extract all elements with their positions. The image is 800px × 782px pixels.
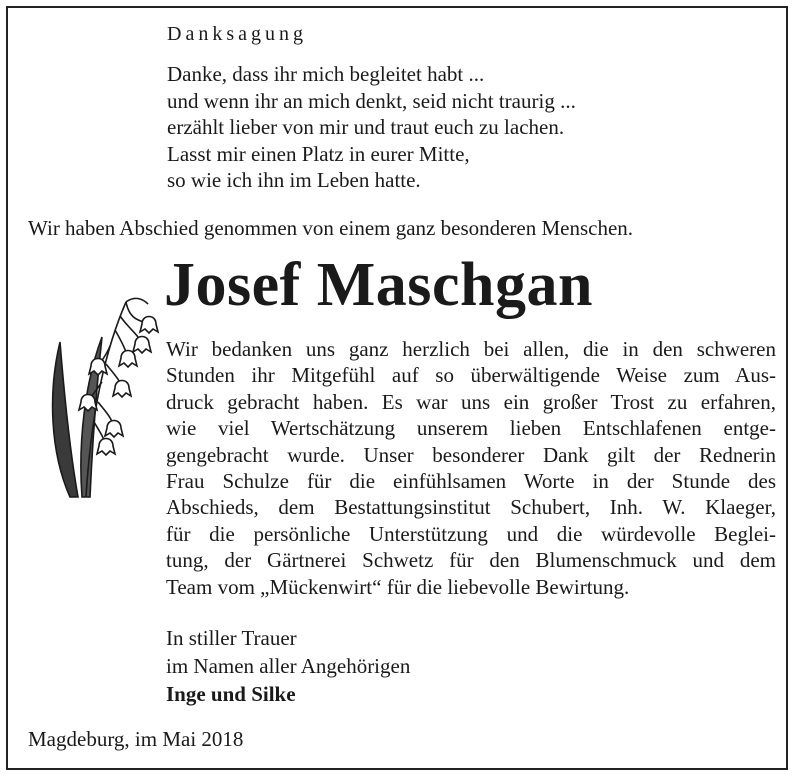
body-line: wie viel Wertschätzung unserem lieben Entschlafenen entge- [166,416,776,441]
lily-of-the-valley-icon [30,282,170,507]
poem-line: Danke, dass ihr mich begleitet habt ... [167,62,485,86]
body-line: Stunden ihr Mitgefühl auf so überwältigende Weise zum Aus- [166,363,776,388]
signoff-line: im Namen aller Angehörigen [166,654,411,678]
body-line: Frau Schulze für die einfühlsamen Worte in der Stunde des [166,469,776,494]
body-line: druck gebracht haben. Es war uns ein großer Trost zu erfahren, [166,389,776,414]
notice-heading: Danksagung [167,23,307,45]
body-line: gengebracht wurde. Unser besonderer Dank gilt der Rednerin [166,442,776,467]
place-date-line: Magdeburg, im Mai 2018 [28,727,244,751]
body-line: für die persönliche Unterstützung und die würdevolle Beglei- [166,521,776,546]
poem-line: so wie ich ihn im Leben hatte. [167,168,421,192]
signoff-block [166,624,410,708]
poem-line: erzählt lieber von mir und traut euch zu lachen. [167,115,565,139]
body-line: Abschieds, dem Bestattungsinstitut Schubert, Inh. W. Klaeger, [166,495,776,520]
signoff-line: In stiller Trauer [166,626,297,650]
signoff-names: Inge und Silke [166,682,296,706]
poem-line: und wenn ihr an mich denkt, seid nicht traurig ... [167,88,576,113]
body-line: Wir bedanken uns ganz herzlich bei allen, die in den schweren [166,337,776,361]
poem-block [167,61,576,194]
body-line: Team vom „Mückenwirt“ für die liebevolle Bewirtung. [166,574,630,599]
intro-line: Wir haben Abschied genommen von einem ganz besonderen Menschen. [28,216,634,240]
deceased-name: Josef Maschgan [164,251,593,319]
thanks-paragraph [166,336,776,600]
poem-line: Lasst mir einen Platz in eurer Mitte, [167,141,470,166]
body-line: tung, der Gärtnerei Schwetz für den Blumenschmuck und dem [166,548,776,573]
